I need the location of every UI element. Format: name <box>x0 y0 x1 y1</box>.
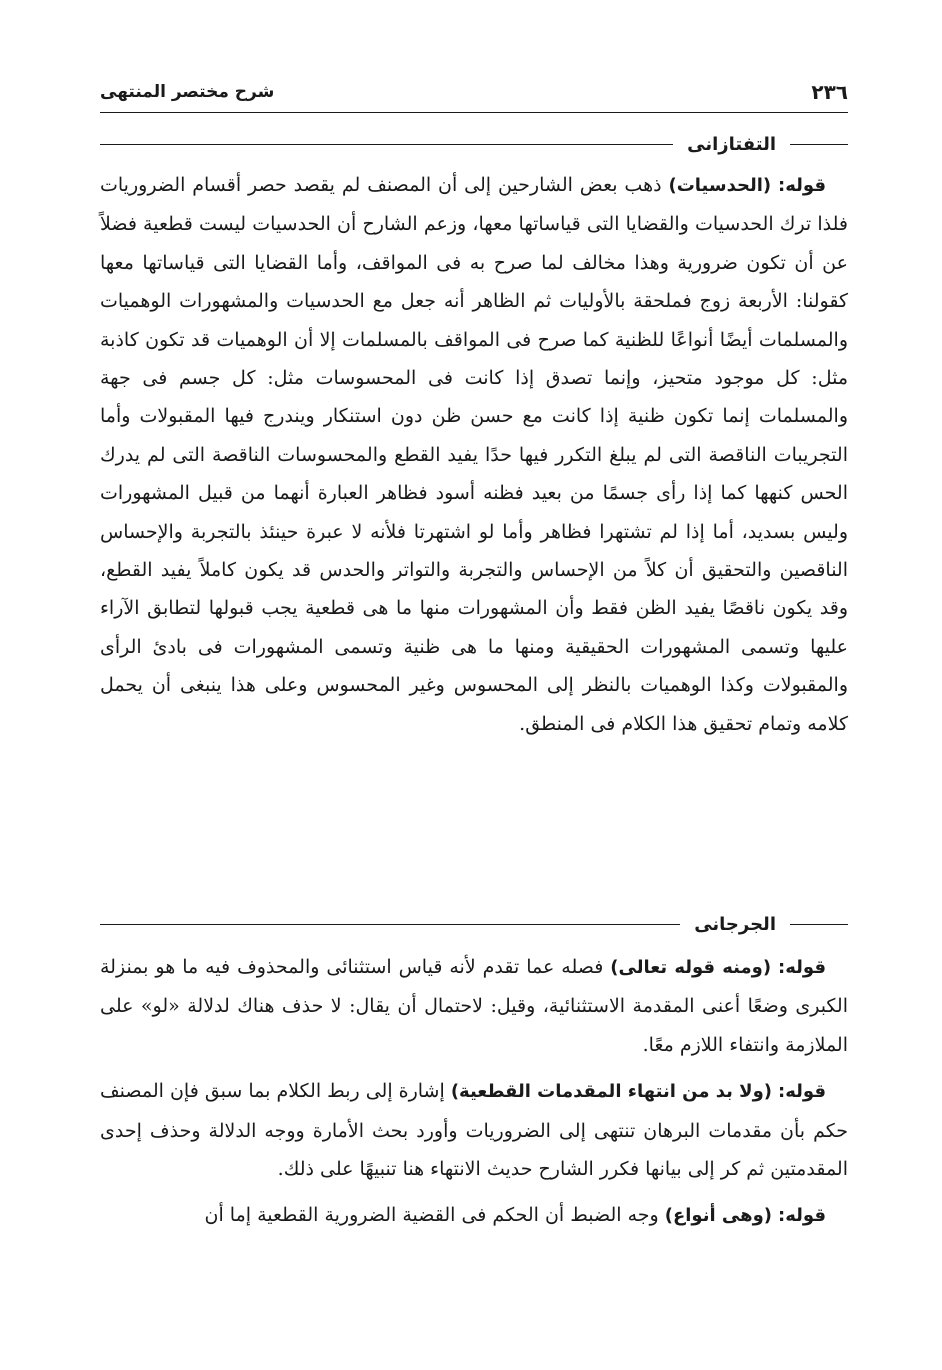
paragraph-text: فصله عما تقدم لأنه قياس استثنائى والمحذوف فيه ما هو بمنزلة الكبرى وضعًا أعنى المقدمة الاستثنائية، وقيل: لاحتمال أن يقال: لا حذف هناك لدلالة «لو» على الملازمة وانتفاء اللازم معًا. <box>100 956 848 1056</box>
section-heading-jurjani <box>100 912 848 936</box>
paragraph <box>100 1072 848 1188</box>
qawluhu-label: قوله: <box>778 175 826 196</box>
qawluhu-label: قوله: <box>778 957 826 978</box>
heading-rule-right <box>790 144 848 145</box>
paragraph-text: إشارة إلى ربط الكلام بما سبق فإن المصنف حكم بأن مقدمات البرهان تنتهى إلى الضروريات وأورد بحث الأمارة ووجه الدلالة وحذف إحدى المقدمتين ثم كر إلى بيانها فكرر الشارح حديث الانتهاء هنا تنبيهًا على ذلك. <box>99 1080 848 1181</box>
heading-rule-right <box>790 924 848 925</box>
quoted-lemma: (ومنه قوله تعالى) <box>610 957 772 978</box>
paragraph <box>100 948 848 1064</box>
quoted-lemma: (وهى أنواع) <box>664 1205 772 1227</box>
heading-rule-left <box>100 924 680 925</box>
paragraph <box>100 166 848 743</box>
section-heading-taftazani <box>100 132 848 156</box>
heading-rule-left <box>100 144 673 145</box>
quoted-lemma: (الحدسيات) <box>668 175 772 196</box>
paragraph-text: ذهب بعض الشارحين إلى أن المصنف لم يقصد حصر أقسام الضروريات فلذا ترك الحدسيات والقضايا التى قياساتها معها، وزعم الشارح أن الحدسيات ليست قطعية فضلاً عن أن تكون ضرورية وهذا مخالف لما صرح به فى المواقف، وأما القضايا التى قياساتها معها كقولنا: الأربعة زوج فملحقة بالأوليات ثم الظاهر أنه جعل مع الحدسيات والمشهورات الوهميات والمسلمات أيضًا أنواعًا للظنية كما صرح فى المواقف بالمسلمات إلا أن الوهميات قد تكون كاذبة مثل: كل موجود متحيز، وإنما تصدق إذا كانت فى المحسوسات مثل: كل جسم فى جهة والمسلمات إنما تكون ظنية إذا كانت مع حسن ظن دون استنكار ويندرج فيها المقبولات وأما التجريبات الناقصة التى لم يبلغ التكرر فيها حدًا يفيد القطع والمحسوسات الناقصة التى لم يدرك الحس كنهها كما إذا رأى جسمًا من بعيد فظنه أسود فظاهر العبارة أنهما من قبيل المشهورات وليس بسديد، أما إذا لم تشتهرا فظاهر وأما لو اشتهرتا فلأنه لا عبرة حينئذ بالتجربة والإحساس الناقصين والتحقيق أن كلاً من الإحساس والتجربة والتواتر والحدس قد يكون كاملاً يفيد القطع، وقد يكون ناقصًا يفيد الظن فقط وأن المشهورات منها ما هى قطعية يجب قبولها لتطابق الآراء عليها وتسمى المشهورات الحقيقية ومنها ما هى ظنية وتسمى المشهورات فى بادئ الرأى والمقبولات وكذا الوهميات بالنظر إلى المحسوس وغير المحسوس وعلى هذا ينبغى أن يحمل كلامه وتمام تحقيق هذا الكلام فى المنطق. <box>100 174 848 735</box>
page <box>100 70 848 1360</box>
jurjani-commentary <box>100 948 848 1236</box>
paragraph-text: وجه الضبط أن الحكم فى القضية الضرورية القطعية إما أن <box>204 1204 659 1227</box>
section-heading-label: التفتازانى <box>687 133 776 155</box>
qawluhu-label: قوله: <box>778 1205 826 1227</box>
section-heading-label: الجرجانى <box>694 913 776 935</box>
qawluhu-label: قوله: <box>778 1081 826 1103</box>
paragraph <box>100 1196 848 1235</box>
page-number: ٢٣٦ <box>811 80 848 104</box>
taftazani-commentary <box>100 166 848 743</box>
quoted-lemma: (ولا بد من انتهاء المقدمات القطعية) <box>450 1081 772 1103</box>
book-title: شرح مختصر المنتهى <box>100 82 275 102</box>
running-head <box>100 78 848 113</box>
